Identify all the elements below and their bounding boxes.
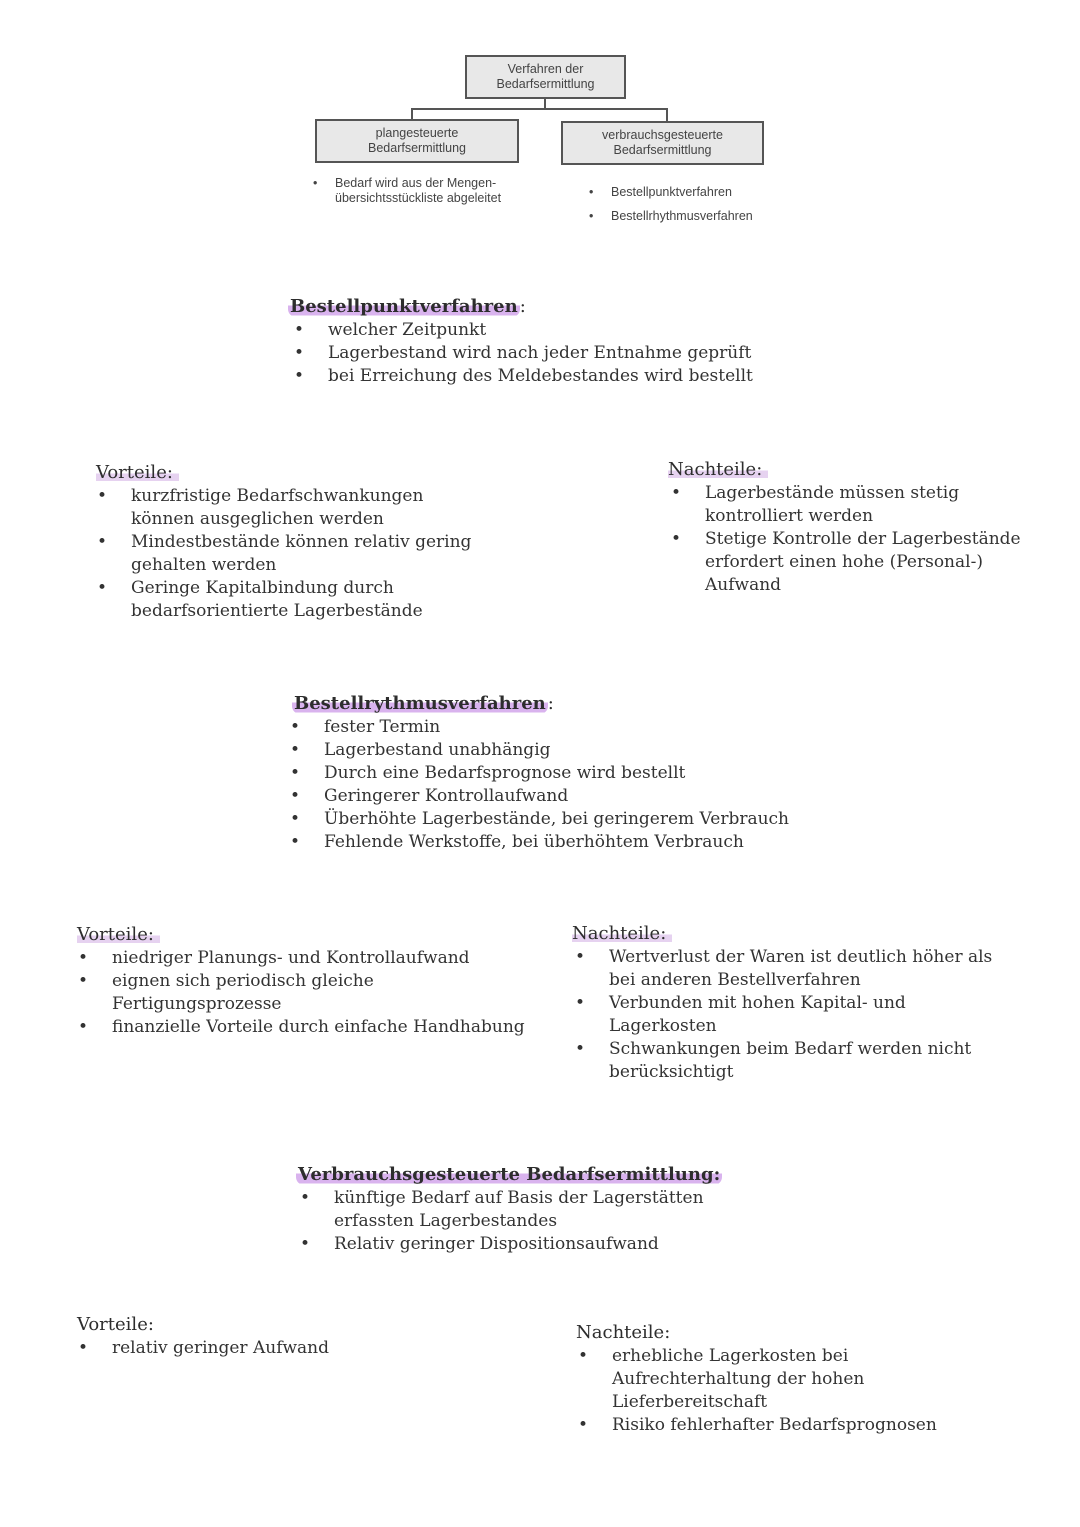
section-bullets: [298, 1187, 758, 1256]
nachteile-label-text: Nachteile:: [572, 923, 672, 944]
vorteile-label: [77, 924, 160, 945]
diagram-right-box: [561, 121, 764, 165]
list-item: • Relativ geringer Dispositionsaufwand: [298, 1233, 758, 1256]
diagram-left-label: plangesteuerte Bedarfsermittlung: [368, 126, 466, 155]
vorteile-label-text: Vorteile:: [77, 1314, 154, 1335]
list-item: • welcher Zeitpunkt: [292, 319, 852, 342]
list-item: • erhebliche Lagerkosten bei Aufrechterhaltung der hohen Lieferbereitschaft: [576, 1345, 996, 1414]
list-item: • Stetige Kontrolle der Lagerbestände erfordert einen hohe (Personal-) Aufwand: [669, 528, 1049, 597]
vorteile-list: [76, 947, 536, 1039]
vorteile-label: [96, 462, 179, 483]
list-item: • Bestellpunktverfahren: [589, 180, 789, 204]
list-item: • Geringerer Kontrollaufwand: [288, 785, 888, 808]
list-item: • eignen sich periodisch gleiche Fertigungsprozesse: [76, 970, 536, 1016]
list-item: • relativ geringer Aufwand: [76, 1337, 476, 1360]
list-item: • Wertverlust der Waren ist deutlich höher als bei anderen Bestellverfahren: [573, 946, 1013, 992]
list-item: • Lagerbestand wird nach jeder Entnahme geprüft: [292, 342, 852, 365]
section-title: [296, 1164, 722, 1185]
list-item: • kurzfristige Bedarfschwankungen können ausgeglichen werden: [95, 485, 485, 531]
list-item: • niedriger Planungs- und Kontrollaufwand: [76, 947, 536, 970]
vorteile-list: [76, 1337, 476, 1360]
diagram-root-box: [465, 55, 626, 99]
section-title-colon: :: [547, 693, 554, 714]
diagram-right-label: verbrauchsgesteuerte Bedarfsermittlung: [602, 128, 723, 157]
list-item: • Durch eine Bedarfsprognose wird bestellt: [288, 762, 888, 785]
diagram-root-label: Verfahren der Bedarfsermittlung: [496, 62, 595, 91]
diagram-connector: [411, 108, 667, 110]
list-item: • Verbunden mit hohen Kapital- und Lagerkosten: [573, 992, 1013, 1038]
list-item: • Lagerbestand unabhängig: [288, 739, 888, 762]
list-item: • Geringe Kapitalbindung durch bedarfsorientierte Lagerbestände: [95, 577, 485, 623]
section-bullets: [288, 716, 888, 854]
list-item: • Risiko fehlerhafter Bedarfsprognosen: [576, 1414, 996, 1437]
list-item: • fester Termin: [288, 716, 888, 739]
nachteile-label-text: Nachteile:: [668, 459, 768, 480]
list-item: • Lagerbestände müssen stetig kontrolliert werden: [669, 482, 1049, 528]
section-bullets: [292, 319, 852, 388]
nachteile-label: [576, 1322, 670, 1343]
list-item: • finanzielle Vorteile durch einfache Handhabung: [76, 1016, 536, 1039]
vorteile-label: [77, 1314, 154, 1335]
diagram-left-list: [313, 176, 533, 206]
list-item: • Bedarf wird aus der Mengen- übersichtsstückliste abgeleitet: [313, 176, 533, 206]
section-title-colon: :: [519, 296, 526, 317]
nachteile-list: [669, 482, 1049, 597]
section-title-text: Bestellpunktverfahren: [290, 296, 518, 317]
list-item: • künftige Bedarf auf Basis der Lagerstätten erfassten Lagerbestandes: [298, 1187, 758, 1233]
nachteile-label-text: Nachteile:: [576, 1322, 671, 1343]
section-title-text: Bestellrythmusverfahren: [294, 693, 546, 714]
section-title-text: Verbrauchsgesteuerte Bedarfsermittlung:: [298, 1164, 721, 1185]
section-title: [292, 693, 554, 714]
diagram-right-list: [589, 180, 789, 228]
vorteile-list: [95, 485, 485, 623]
list-item: • Schwankungen beim Bedarf werden nicht berücksichtigt: [573, 1038, 1013, 1084]
list-item: • bei Erreichung des Meldebestandes wird bestellt: [292, 365, 852, 388]
nachteile-label: [572, 923, 672, 944]
list-item: • Bestellrhythmusverfahren: [589, 204, 789, 228]
list-item: • Fehlende Werkstoffe, bei überhöhtem Verbrauch: [288, 831, 888, 854]
section-title: [288, 296, 526, 317]
nachteile-list: [576, 1345, 996, 1437]
vorteile-label-text: Vorteile:: [96, 462, 179, 483]
list-item: • Überhöhte Lagerbestände, bei geringerem Verbrauch: [288, 808, 888, 831]
vorteile-label-text: Vorteile:: [77, 924, 160, 945]
nachteile-list: [573, 946, 1013, 1084]
list-item: • Mindestbestände können relativ gering gehalten werden: [95, 531, 485, 577]
nachteile-label: [668, 459, 768, 480]
diagram-connector: [666, 108, 668, 122]
diagram-left-box: [315, 119, 519, 163]
